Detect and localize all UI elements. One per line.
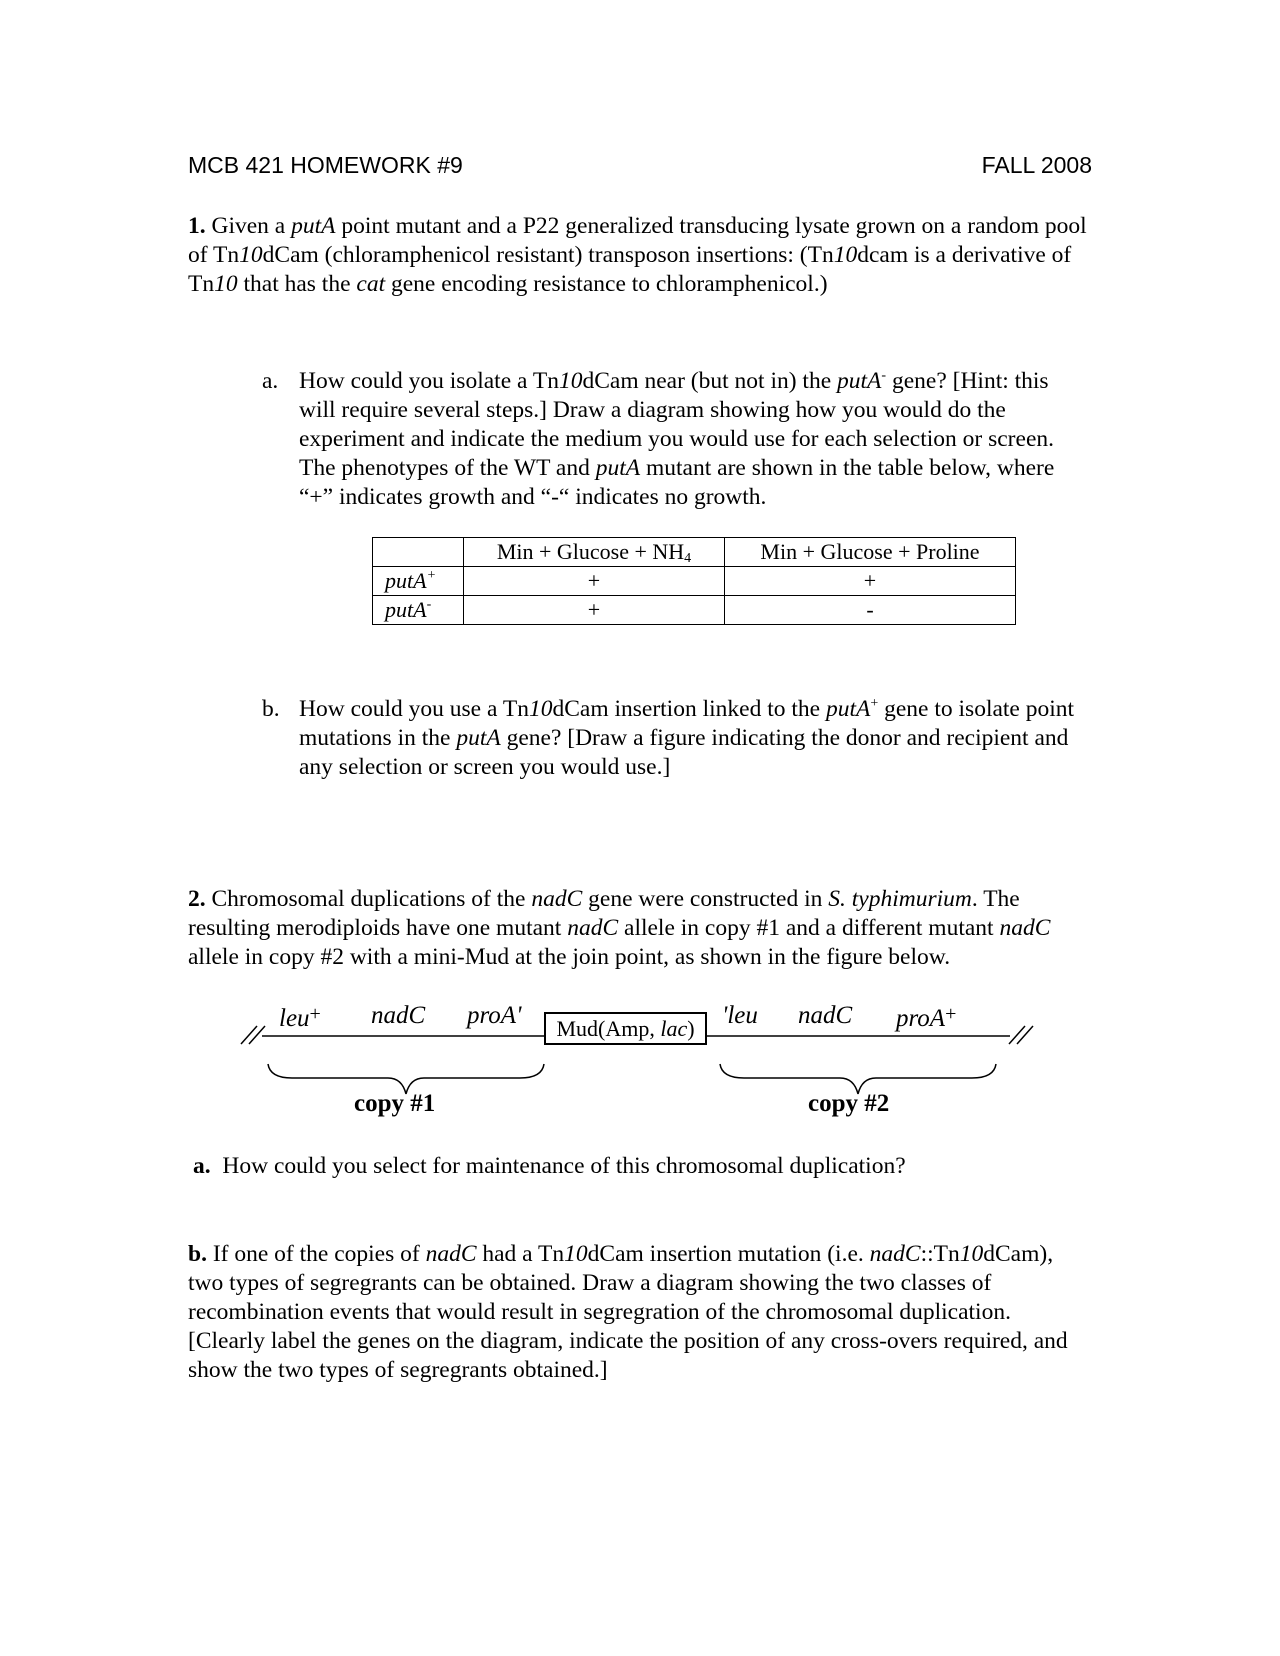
q2b-letter: b.: [188, 1241, 207, 1267]
gene-putA: putA: [837, 368, 882, 394]
q2b-text: dCam), two types of segregrants can be obtained. Draw a diagram showing the two classes of recombination events that would result in segregration of the chromosomal duplication. [Clearly label the genes on the diagram, indicate the position of any cross-overs required, and show the two types of segregrants obtained.]: [188, 1241, 1068, 1383]
question-2a: [193, 1152, 1093, 1181]
q1b-text: gene? [Draw a figure indicating the donor and recipient and any selection or screen you would use.]: [299, 725, 1069, 780]
gene-cat: cat: [356, 271, 386, 297]
tn-number: 10: [214, 271, 238, 297]
gene-nadC: nadC: [869, 1241, 921, 1267]
species-name: S. typhimurium: [828, 886, 972, 912]
table-cell: +: [464, 567, 725, 596]
q1b-text: gene to isolate point mutations in the: [299, 696, 1075, 751]
break-mark-right: [1017, 1026, 1033, 1044]
q1-text: point mutant and a P22 generalized transducing lysate grown on a random pool of Tn: [188, 213, 1087, 268]
q1a-text: dCam near (but not in) the: [582, 368, 838, 394]
copy-2-label: copy #2: [808, 1090, 890, 1117]
q2-text: gene were constructed in: [582, 886, 829, 912]
table-cell: +: [464, 596, 725, 625]
q2a-letter: a.: [193, 1153, 211, 1179]
break-mark-left: [241, 1026, 257, 1044]
gene-label-proA-plus: proA+: [896, 1003, 957, 1032]
tn-number: 10: [833, 242, 858, 268]
tn-number: 10: [564, 1241, 588, 1267]
column-header: Min + $Glucose + NH_4$: [464, 538, 725, 567]
q1-text: dcam is a derivative of Tn: [188, 242, 1072, 297]
gene-label-proA-prime: proA': [467, 1002, 522, 1029]
q1a-letter: a.: [262, 368, 279, 394]
plus-superscript: +: [870, 696, 879, 711]
q1a-text: gene? [Hint: this will require several steps.] Draw a diagram showing how you would do the experiment and indicate the medium you would use for each selection or screen. The phenotypes of the WT and: [299, 368, 1054, 481]
tn-number: 10: [528, 696, 553, 722]
gene-label-nadC-2: nadC: [798, 1002, 853, 1029]
term-label: FALL 2008: [981, 152, 1092, 178]
question-2-number: 2.: [188, 886, 206, 912]
q2b-text: dCam insertion mutation (i.e.: [587, 1241, 870, 1267]
gene-putA: putA: [456, 725, 501, 751]
gene-nadC: nadC: [425, 1241, 477, 1267]
q1-text: that has the: [237, 271, 357, 297]
row-label: putA-: [373, 596, 464, 625]
gene-label-leu-plus: leu+: [279, 1003, 321, 1032]
copy-1-label: copy #1: [354, 1090, 436, 1117]
q2-text: Chromosomal duplications of the: [205, 886, 532, 912]
table-cell: +: [725, 567, 1016, 596]
q1b-text: dCam insertion linked to the: [552, 696, 826, 722]
gene-putA: putA: [291, 213, 336, 239]
question-1-number: 1.: [188, 213, 206, 239]
q1a-text: mutant are shown in the table below, where “+” indicates growth and “-“ indicates no growth.: [299, 455, 1055, 510]
gene-label-nadC-1: nadC: [371, 1002, 426, 1029]
gene-putA: putA: [595, 455, 641, 481]
course-title: MCB 421 HOMEWORK #9: [188, 152, 463, 178]
gene-label-leu-prime: 'leu: [722, 1002, 758, 1029]
q1a-text: How could you isolate a Tn: [299, 368, 559, 394]
q1b-text: How could you use a Tn: [299, 696, 529, 722]
q2a-text: How could you select for maintenance of this chromosomal duplication?: [210, 1153, 906, 1179]
mud-insertion-box: Mud(Amp, lac): [544, 1012, 707, 1045]
q2b-text: If one of the copies of: [206, 1241, 426, 1267]
break-mark-left: [249, 1026, 265, 1044]
tn-number: 10: [959, 1241, 984, 1267]
q2-text: allele in copy #1 and a different mutant: [618, 915, 1000, 941]
column-header: Min + Glucose + Proline: [725, 538, 1016, 567]
gene-nadC: nadC: [567, 915, 619, 941]
tn-number: 10: [239, 242, 263, 268]
q2b-text: ::Tn: [920, 1241, 960, 1267]
row-label: putA+: [373, 567, 464, 596]
gene-nadC: nadC: [531, 886, 583, 912]
table-cell: -: [725, 596, 1016, 625]
tn-number: 10: [558, 368, 583, 394]
q1-text: Given a: [205, 213, 292, 239]
q1-text: gene encoding resistance to chloramphenicol.): [385, 271, 828, 297]
minus-superscript: -: [881, 368, 887, 383]
question-2b: [188, 1240, 1068, 1385]
gene-nadC: nadC: [999, 915, 1051, 941]
break-mark-right: [1009, 1026, 1025, 1044]
q1-text: dCam (chloramphenicol resistant) transposon insertions: (Tn: [262, 242, 834, 268]
q2-text: allele in copy #2 with a mini-Mud at the join point, as shown in the figure below.: [188, 944, 951, 970]
gene-putA: putA: [825, 696, 871, 722]
q2b-text: had a Tn: [476, 1241, 565, 1267]
q1b-letter: b.: [262, 696, 280, 722]
q2-text: . The resulting merodiploids have one mutant: [188, 886, 1020, 941]
